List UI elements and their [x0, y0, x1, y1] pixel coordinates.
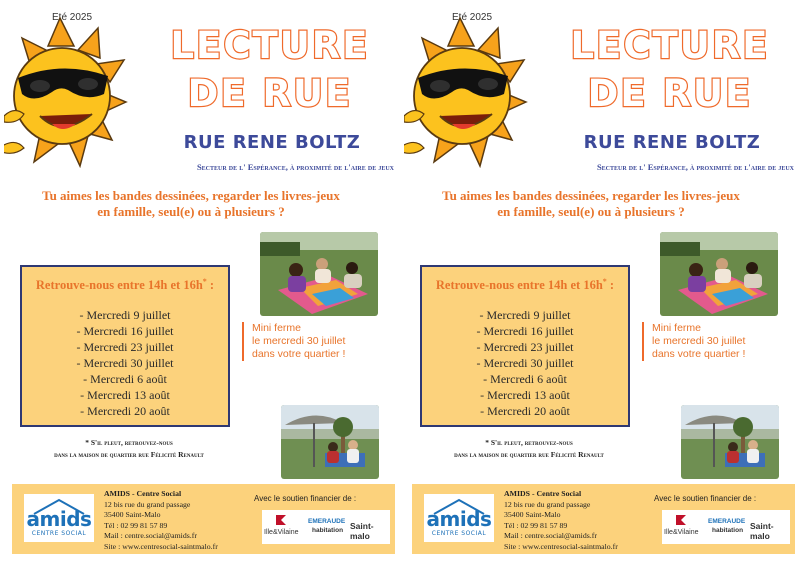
flyer-left — [4, 0, 395, 566]
sponsor-ille-vilaine: Ille&Vilaine — [264, 529, 299, 536]
street-name: RUE RENE BOLTZ — [583, 132, 761, 153]
address-line1: 12 bis rue du grand passage — [504, 499, 591, 509]
email: Mail : centre.social@amids.fr — [504, 531, 597, 541]
sponsor-saint-malo: Saint-malo — [350, 521, 374, 541]
address-line2: 35400 Saint-Malo — [104, 510, 161, 520]
dates-list — [422, 307, 628, 419]
sponsor-logos — [262, 510, 390, 544]
contact-block — [504, 489, 654, 553]
rain-note — [14, 437, 244, 461]
date-item: - Mercredi 20 août — [480, 404, 570, 418]
title-line2: DE RUE — [187, 72, 353, 115]
org-name: AMIDS - Centre Social — [104, 489, 182, 498]
sector-caption: Secteur de l' Espérance, à proximité de l'aire de jeux — [196, 162, 394, 172]
farm-line2: le mercredi 30 juillet — [652, 335, 746, 347]
farm-line1: Mini ferme — [652, 322, 702, 334]
title-line2: DE RUE — [587, 72, 753, 115]
schedule-box — [20, 265, 230, 427]
photo-picnic-reading — [260, 232, 378, 316]
sponsor-ille-vilaine: Ille&Vilaine — [664, 529, 699, 536]
photo-parasol-park — [681, 405, 779, 479]
photo-parasol-park — [281, 405, 379, 479]
farm-line2: le mercredi 30 juillet — [252, 335, 346, 347]
dates-list — [22, 307, 228, 419]
farm-line1: Mini ferme — [252, 322, 302, 334]
season-label: Eté 2025 — [52, 12, 93, 23]
support-caption: Avec le soutien financier de : — [654, 494, 757, 503]
address-line1: 12 bis rue du grand passage — [104, 499, 191, 509]
flyer-right — [404, 0, 795, 566]
sponsor-emeraude: EMERAUDE — [308, 518, 346, 525]
question-text — [26, 188, 356, 220]
street-name: RUE RENE BOLTZ — [183, 132, 361, 153]
question-line2: en famille, seul(e) ou à plusieurs ? — [97, 204, 285, 219]
sponsor-saint-malo: Saint-malo — [750, 521, 774, 541]
rain-line2: dans la maison de quartier rue Félicité Renault — [54, 450, 204, 459]
sponsor-habitation: habitation — [712, 527, 744, 534]
footer-panel — [412, 484, 795, 554]
sponsor-habitation: habitation — [312, 527, 344, 534]
phone: Tél : 02 99 81 57 89 — [104, 520, 168, 530]
farm-line3: dans votre quartier ! — [252, 348, 346, 360]
question-line2: en famille, seul(e) ou à plusieurs ? — [497, 204, 685, 219]
date-item: - Mercredi 13 août — [80, 388, 170, 402]
date-item: - Mercredi 23 juillet — [476, 340, 574, 354]
rain-line1: * S'il pleut, retrouvez-nous — [485, 438, 573, 447]
schedule-heading: Retrouve-nous entre 14h et 16h* : — [435, 277, 615, 293]
mini-farm-note — [642, 322, 792, 361]
sponsor-emeraude: EMERAUDE — [708, 518, 746, 525]
ille-vilaine-logo-icon — [674, 513, 688, 527]
date-item: - Mercredi 30 juillet — [76, 356, 174, 370]
schedule-heading: Retrouve-nous entre 14h et 16h* : — [35, 277, 215, 293]
photo-picnic-reading — [660, 232, 778, 316]
address-line2: 35400 Saint-Malo — [504, 510, 561, 520]
date-item: - Mercredi 30 juillet — [476, 356, 574, 370]
question-line1: Tu aimes les bandes dessinées, regarder les livres-jeux — [442, 188, 740, 203]
title-line1: LECTURE — [170, 24, 370, 67]
rain-line1: * S'il pleut, retrouvez-nous — [85, 438, 173, 447]
rain-note — [414, 437, 644, 461]
ille-vilaine-logo-icon — [274, 513, 288, 527]
date-item: - Mercredi 23 juillet — [76, 340, 174, 354]
date-item: - Mercredi 13 août — [480, 388, 570, 402]
email: Mail : centre.social@amids.fr — [104, 531, 197, 541]
amids-logo: amids CENTRE SOCIAL — [24, 494, 94, 542]
support-caption: Avec le soutien financier de : — [254, 494, 357, 503]
sponsor-logos — [662, 510, 790, 544]
date-item: - Mercredi 16 juillet — [76, 324, 174, 338]
date-item: - Mercredi 9 juillet — [79, 308, 171, 322]
website: Site : www.centresocial-saintmalo.fr — [104, 541, 218, 551]
farm-line3: dans votre quartier ! — [652, 348, 746, 360]
sector-caption: Secteur de l' Espérance, à proximité de l'aire de jeux — [596, 162, 794, 172]
rain-line2: dans la maison de quartier rue Félicité Renault — [454, 450, 604, 459]
title-line1: LECTURE — [570, 24, 770, 67]
amids-logo: amids CENTRE SOCIAL — [424, 494, 494, 542]
schedule-box — [420, 265, 630, 427]
question-text — [426, 188, 756, 220]
date-item: - Mercredi 6 août — [483, 372, 567, 386]
website: Site : www.centresocial-saintmalo.fr — [504, 541, 618, 551]
phone: Tél : 02 99 81 57 89 — [504, 520, 568, 530]
org-name: AMIDS - Centre Social — [504, 489, 582, 498]
date-item: - Mercredi 16 juillet — [476, 324, 574, 338]
contact-block — [104, 489, 254, 553]
date-item: - Mercredi 9 juillet — [479, 308, 571, 322]
sun-sunglasses-illustration — [404, 16, 530, 168]
mini-farm-note — [242, 322, 392, 361]
season-label: Eté 2025 — [452, 12, 493, 23]
date-item: - Mercredi 6 août — [83, 372, 167, 386]
footer-panel — [12, 484, 395, 554]
question-line1: Tu aimes les bandes dessinées, regarder les livres-jeux — [42, 188, 340, 203]
date-item: - Mercredi 20 août — [80, 404, 170, 418]
sun-sunglasses-illustration — [4, 16, 130, 168]
